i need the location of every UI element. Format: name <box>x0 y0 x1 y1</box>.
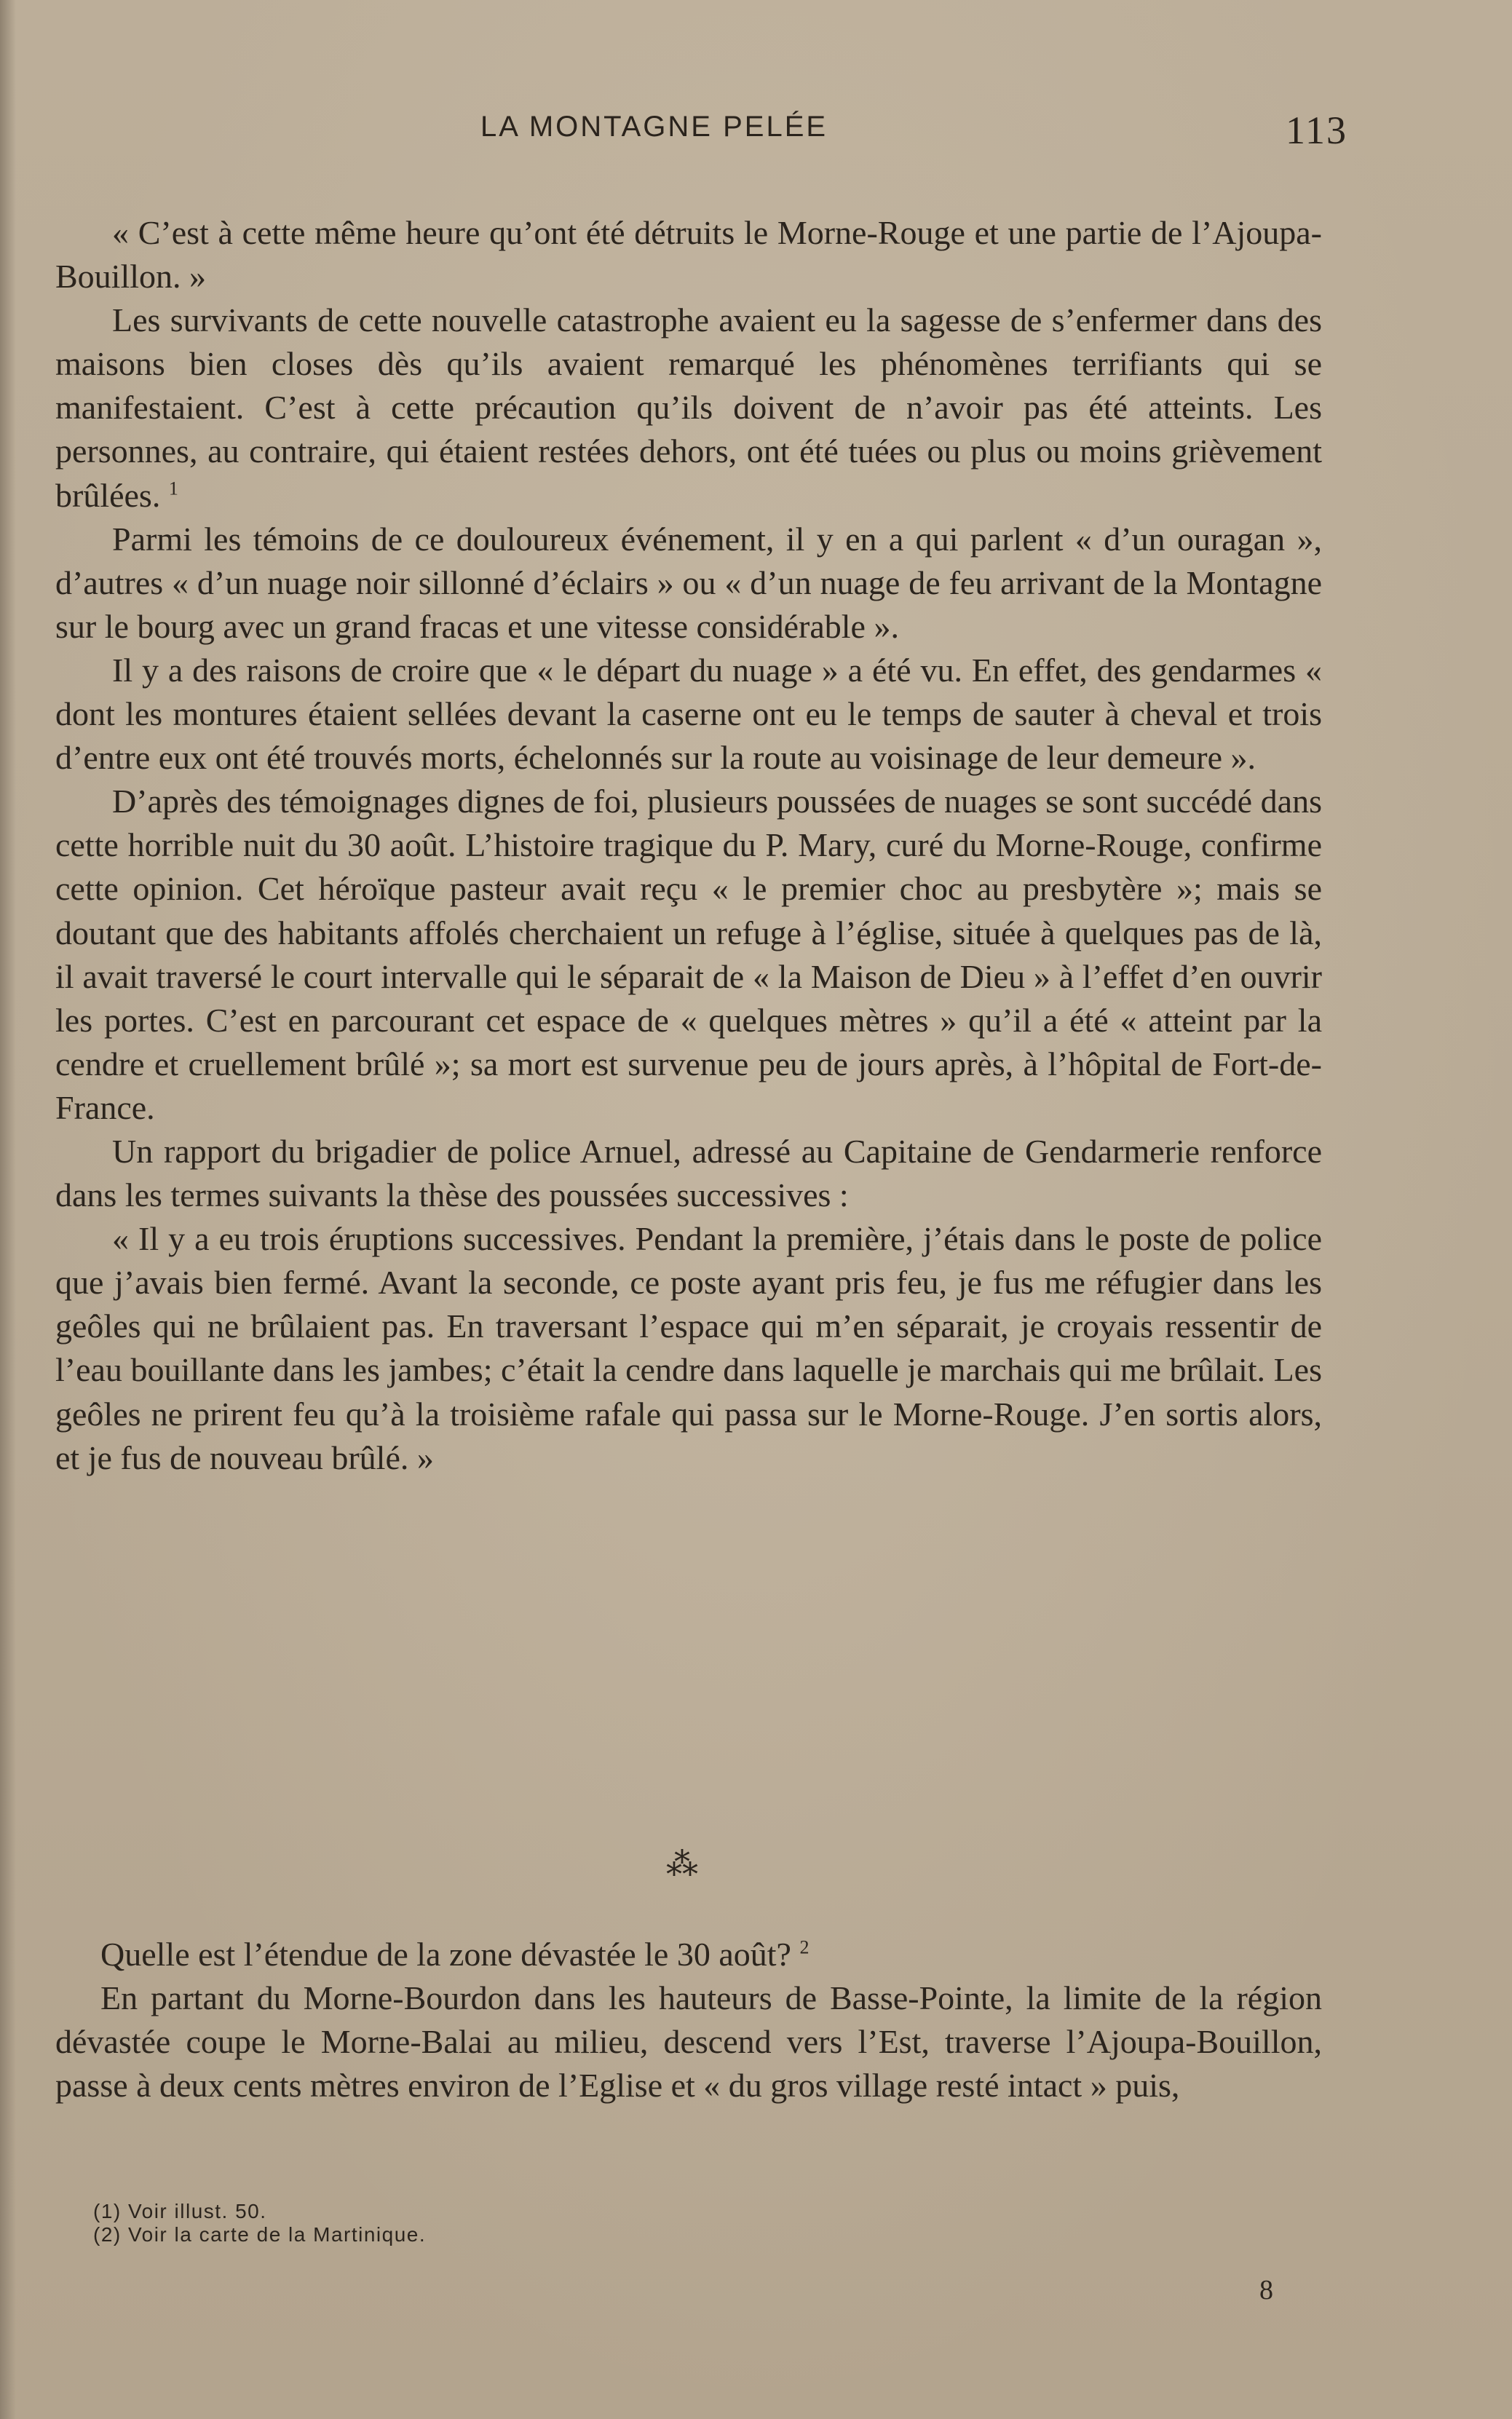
signature-mark: 8 <box>1259 2275 1273 2305</box>
paragraph: Quelle est l’étendue de la zone dévastée le 30 août? $^2$ <box>100 1936 810 1973</box>
footnote-ref: 2 <box>799 1936 810 1958</box>
paragraph: Parmi les témoins de ce douloureux événement, il y en a qui parlent « d’un ouragan », d’autres « d’un nuage noir sillonné d’éclairs » ou « d’un nuage de feu arrivant de la Montagne sur le bourg avec un grand fracas et une vitesse considérable ». <box>55 520 1322 645</box>
footnotes <box>93 2200 1040 2246</box>
paragraph: « C’est à cette même heure qu’ont été détruits le Morne-Rouge et une partie de l’Ajoupa-Bouillon. » <box>55 214 1322 296</box>
page-number: 113 <box>1286 108 1347 152</box>
page-edge-shadow <box>0 0 16 2419</box>
paragraph: D’après des témoignages dignes de foi, plusieurs poussées de nuages se sont succédé dans cette horrible nuit du 30 août. L’histoire tragique du P. Mary, curé du Morne-Rouge, confirme cette opinion. Cet héroïque pasteur avait reçu « le premier choc au presbytère »; mais se doutant que des habitants affolés cherchaient un refuge à l’église, située à quelques pas de là, il avait traversé le court intervalle qui le séparait de « la Maison de Dieu » à l’effet d’en ouvrir les portes. C’est en parcourant cet espace de « quelques mètres » qu’il a été « atteint par la cendre et cruellement brûlé »; sa mort est survenue peu de jours après, à l’hôpital de Fort-de-France. <box>55 783 1322 1126</box>
section-ornament: ⁂ <box>666 1847 698 1882</box>
page-header <box>0 108 1512 154</box>
paragraph: En partant du Morne-Bourdon dans les hauteurs de Basse-Pointe, la limite de la région dévastée coupe le Morne-Balai au milieu, descend vers l’Est, traverse l’Ajoupa-Bouillon, passe à deux cents mètres environ de l’Eglise et « du gros village resté intact » puis, <box>55 1979 1322 2105</box>
paragraph: Un rapport du brigadier de police Arnuel, adressé au Capitaine de Gendarmerie renforce dans les termes suivants la thèse des poussées successives : <box>55 1132 1322 1214</box>
paragraph: Les survivants de cette nouvelle catastrophe avaient eu la sagesse de s’enfermer dans des maisons bien closes dès qu’ils avaient remarqué les phénomènes terrifiants qui se manifestaient. C’est à cette précaution qu’ils doivent de n’avoir pas été atteints. Les personnes, au contraire, qui étaient restées dehors, ont été tuées ou plus ou moins grièvement brûlées. $^1$ <box>55 301 1322 514</box>
footnote: (1) Voir illust. 50. <box>93 2200 267 2222</box>
main-text-continued <box>55 1933 1322 2107</box>
main-text <box>55 211 1322 1480</box>
paragraph: Il y a des raisons de croire que « le départ du nuage » a été vu. En effet, des gendarmes « dont les montures étaient sellées devant la caserne ont eu le temps de sauter à cheval et trois d’entre eux ont été trouvés morts, échelonnés sur la route au voisinage de leur demeure ». <box>55 651 1322 777</box>
footnote-ref: 1 <box>168 478 178 499</box>
paragraph: « Il y a eu trois éruptions successives. Pendant la première, j’étais dans le poste de police que j’avais bien fermé. Avant la seconde, ce poste ayant pris feu, je fus me réfugier dans les geôles qui ne brûlaient pas. En traversant l’espace qui m’en séparait, je croyais ressentir de l’eau bouillante dans les jambes; c’était la cendre dans laquelle je marchais qui me brûlait. Les geôles ne prirent feu qu’à la troisième rafale qui passa sur le Morne-Rouge. J’en sortis alors, et je fus de nouveau brûlé. » <box>55 1220 1322 1476</box>
running-title: LA MONTAGNE PELÉE <box>480 111 828 143</box>
footnote: (2) Voir la carte de la Martinique. <box>93 2223 427 2246</box>
